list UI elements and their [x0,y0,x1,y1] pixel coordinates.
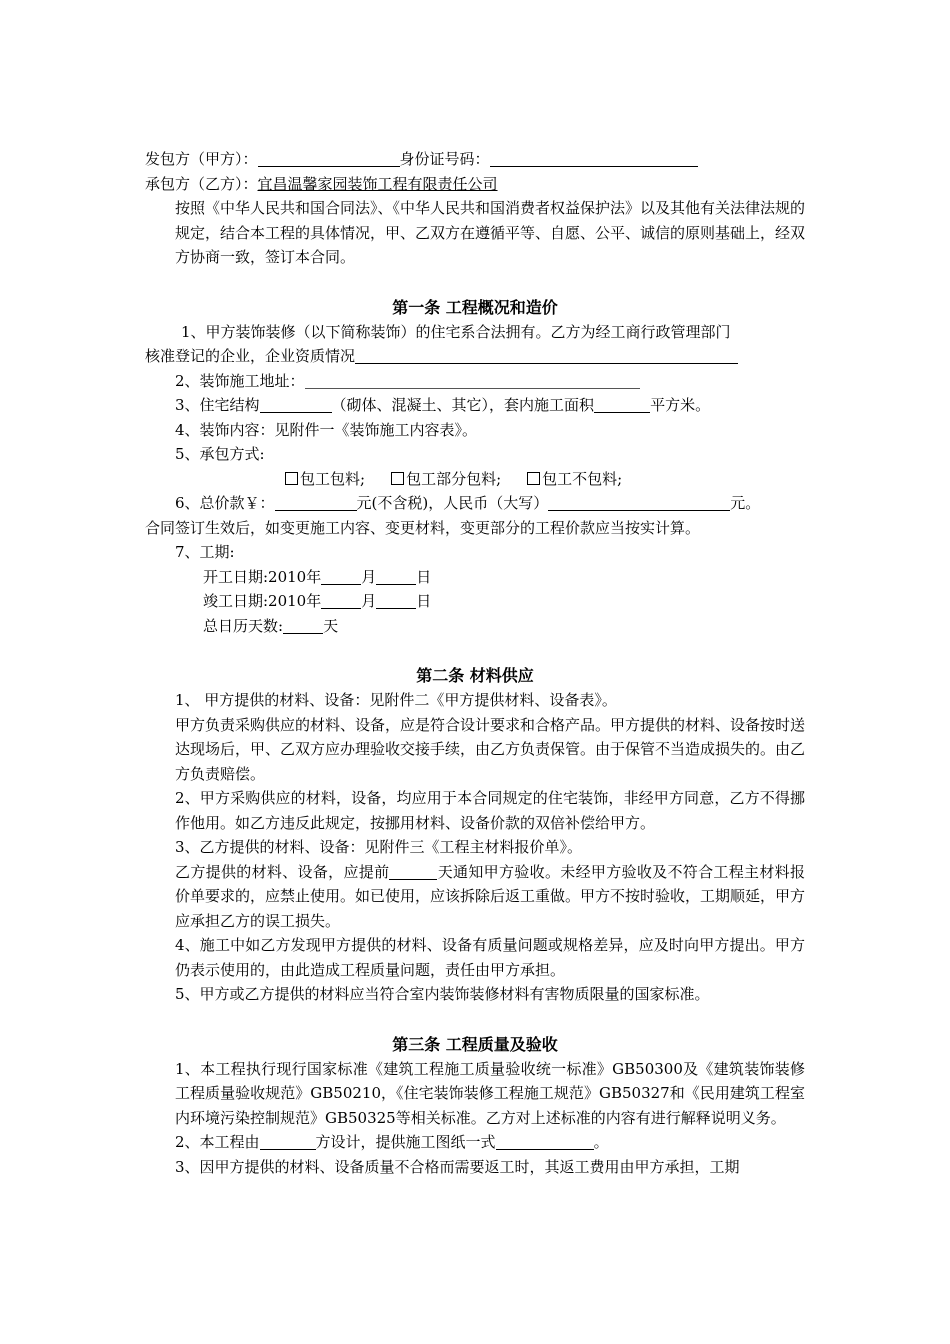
structure-blank[interactable] [260,396,332,413]
s1-item6-note: 合同签订生效后，如变更施工内容、变更材料，变更部分的工程价款应当按实计算。 [145,518,701,537]
area-blank[interactable] [594,396,650,413]
s1-item6-a: 6、总价款￥： [175,494,275,512]
s2-p6: 4、施工中如乙方发现甲方提供的材料、设备有质量问题或规格差异，应及时向甲方提出。甲方仍表示使用的，由此造成工程质量问题，责任由甲方承担。 [175,936,805,979]
s3-p2-a: 2、本工程由 [175,1133,260,1151]
s2-p7: 5、甲方或乙方提供的材料应当符合室内装饰装修材料有害物质限量的国家标准。 [175,985,710,1003]
s1-item3-a: 3、住宅结构 [175,396,260,414]
section1-title: 第一条 工程概况和造价 [392,297,558,317]
party-a-label: 发包方（甲方）： [145,150,258,168]
s1-item3-b: （砌体、混凝土、其它），套内施工面积 [331,396,595,414]
s1-item6-line [145,491,805,516]
start-month-blank[interactable] [321,568,361,585]
end-month-blank[interactable] [321,592,361,609]
s1-item2-line [145,369,805,394]
s1-item3-line [145,393,805,418]
opt-labor-only: 包工不包料; [542,469,623,488]
start-month-unit: 月 [361,567,377,586]
end-day-blank[interactable] [376,592,416,609]
contract-page [145,147,805,1179]
party-a-line [145,147,805,172]
opt-labor-material: 包工包料; [300,469,366,488]
checkbox-partial-material[interactable] [391,472,404,485]
drawings-copies-blank[interactable] [496,1133,594,1150]
s1-item2: 2、装饰施工地址： [175,371,305,390]
end-month-unit: 月 [361,592,377,610]
intro-paragraph: 按照《中华人民共和国合同法》、《中华人民共和国消费者权益保护法》以及其他有关法律法规的规定，结合本工程的具体情况，甲、乙双方在遵循平等、自愿、公平、诚信的原则基础上，经双方协商一致，签订本合同。 [175,199,806,266]
s1-item1-b: 核准登记的企业，企业资质情况 [145,347,356,365]
id-number-blank[interactable] [490,150,698,167]
contract-mode-options [285,467,805,492]
s3-p2-line [145,1130,805,1155]
opt-partial-material: 包工部分包料; [406,469,502,488]
party-a-blank[interactable] [258,150,400,167]
s1-item3-c: 平方米。 [650,396,711,414]
party-b-line [145,172,805,197]
days-unit: 天 [323,616,339,635]
s2-p1: 1、 甲方提供的材料、设备：见附件二《甲方提供材料、设备表》。 [175,691,617,709]
price-words-blank[interactable] [548,494,730,511]
s2-p5-b: 天通知甲方验收。未经甲方验收及不符合工程主材料报价单要求的，应禁止使用。如已使用，应该拆除后返工重做。甲方不按时验收，工期顺延，甲方应承担乙方的误工损失。 [175,862,806,930]
end-label: 竣工日期:2010年 [203,592,322,610]
s3-p2-c: 。 [593,1133,609,1151]
s1-item7: 7、工期: [175,543,235,561]
s1-item5: 5、承包方式: [175,445,265,463]
checkbox-labor-material[interactable] [285,472,298,485]
start-day-unit: 日 [416,567,432,586]
total-label: 总日历天数: [203,616,284,635]
end-day-unit: 日 [416,592,432,610]
s1-item4: 4、装饰内容：见附件一《装饰施工内容表》。 [175,420,478,439]
total-days-line [145,614,805,639]
designer-blank[interactable] [260,1133,316,1150]
section2-title: 第二条 材料供应 [416,666,534,685]
id-label: 身份证号码： [399,150,490,168]
s2-p5-a: 乙方提供的材料、设备，应提前 [175,862,390,881]
s2-p3: 2、甲方采购供应的材料，设备，均应用于本合同规定的住宅装饰，非经甲方同意，乙方不得挪作他用。如乙方违反此规定，按挪用材料、设备价款的双倍补偿给甲方。 [175,789,805,832]
party-b-label: 承包方（乙方）： [145,174,258,193]
start-day-blank[interactable] [376,568,416,585]
s3-p3: 3、因甲方提供的材料、设备质量不合格而需要返工时，其返工费用由甲方承担，工期 [175,1157,740,1176]
total-days-blank[interactable] [283,617,323,634]
end-date-line [145,589,805,614]
s2-p2: 甲方负责采购供应的材料、设备，应是符合设计要求和合格产品。甲方提供的材料、设备按时送达现场后，甲、乙双方应办理验收交接手续，由乙方负责保管。由于保管不当造成损失的。由乙方负责赔偿。 [175,715,806,783]
s3-p2-b: 方设计，提供施工图纸一式 [315,1133,496,1151]
s1-item1-b-line [145,344,805,369]
start-date-line [145,565,805,590]
section3-title: 第三条 工程质量及验收 [392,1034,558,1054]
s1-item6-c: 元。 [730,494,761,512]
s1-item1-a: 1、甲方装饰装修（以下简称装饰）的住宅系合法拥有。乙方为经工商行政管理部门 [181,322,731,341]
qualification-blank[interactable] [355,347,738,364]
checkbox-labor-only[interactable] [527,472,540,485]
start-label: 开工日期:2010年 [203,567,322,586]
s1-item6-b: 元(不含税)，人民币（大写） [356,494,549,512]
s2-p5 [145,860,805,934]
address-blank[interactable] [305,372,640,389]
s2-p4: 3、乙方提供的材料、设备：见附件三《工程主材料报价单》。 [175,838,583,856]
notice-days-blank[interactable] [389,863,437,880]
party-b-name: 宜昌温馨家园装饰工程有限责任公司 [257,174,498,193]
price-blank[interactable] [275,494,357,511]
s3-p1: 1、本工程执行现行国家标准《建筑工程施工质量验收统一标准》GB50300及《建筑装饰装修工程质量验收规范》GB50210，《住宅装饰装修工程施工规范》GB50327和《民用建筑工程室内环境污染控制规范》GB50325等相关标准。乙方对上述标准的内容有进行解释说明义务。 [175,1059,805,1127]
